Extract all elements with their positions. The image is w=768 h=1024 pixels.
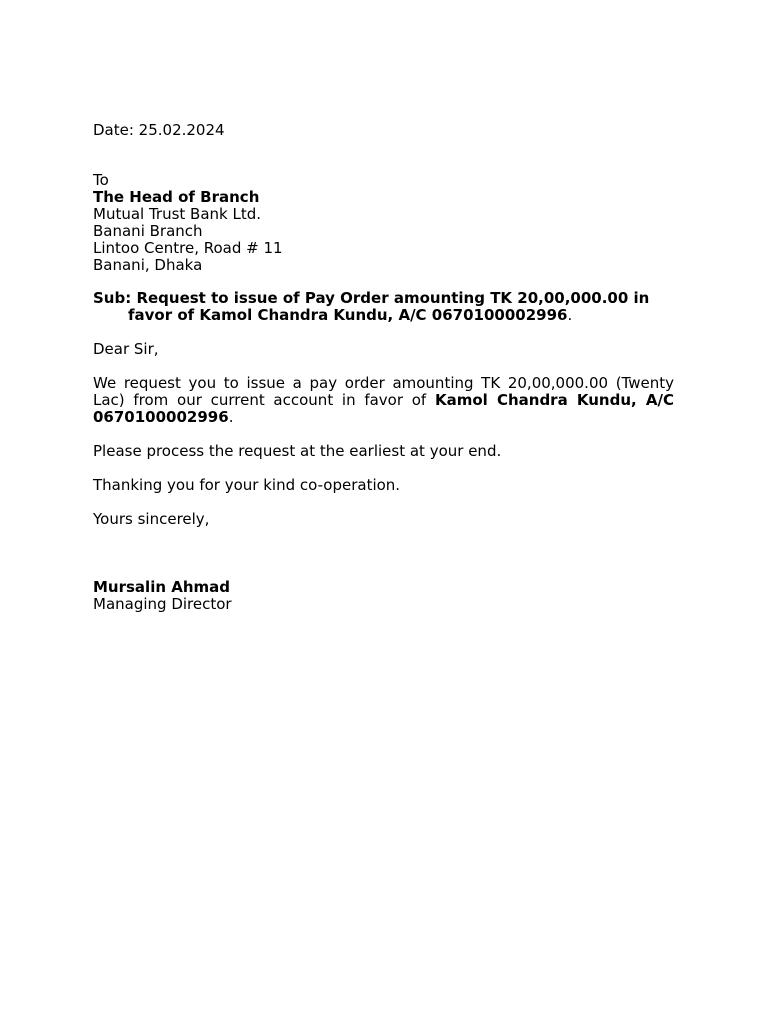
letter-subject bbox=[93, 290, 674, 324]
recipient-branch: Banani Branch bbox=[93, 222, 203, 240]
thanks-line: Thanking you for your kind co-operation. bbox=[93, 476, 401, 494]
closing: Yours sincerely, bbox=[93, 510, 210, 528]
salutation-to: To bbox=[93, 171, 109, 189]
recipient-title: The Head of Branch bbox=[93, 188, 260, 206]
recipient-address: Lintoo Centre, Road # 11 bbox=[93, 239, 283, 257]
greeting: Dear Sir, bbox=[93, 340, 159, 358]
body-end: . bbox=[228, 408, 234, 426]
signatory-designation: Managing Director bbox=[93, 595, 232, 613]
body-paragraph bbox=[93, 375, 674, 426]
body-text: We request you to issue a pay order amounting TK 20,00,000.00 (Twenty Lac) from our current account in favor of bbox=[93, 374, 674, 409]
signatory-name: Mursalin Ahmad bbox=[93, 578, 231, 596]
body-bold: Kamol Chandra Kundu, A/C 0670100002996 bbox=[93, 391, 674, 426]
letter-date: Date: 25.02.2024 bbox=[93, 121, 225, 139]
request-line: Please process the request at the earliest at your end. bbox=[93, 442, 502, 460]
subject-line-1: Sub: Request to issue of Pay Order amounting TK 20,00,000.00 in bbox=[93, 289, 650, 307]
subject-line-2: favor of Kamol Chandra Kundu, A/C 0670100002996 bbox=[128, 306, 568, 324]
recipient-city: Banani, Dhaka bbox=[93, 256, 203, 274]
subject-end: . bbox=[567, 306, 573, 324]
recipient-bank: Mutual Trust Bank Ltd. bbox=[93, 205, 262, 223]
letter-page bbox=[93, 122, 674, 613]
